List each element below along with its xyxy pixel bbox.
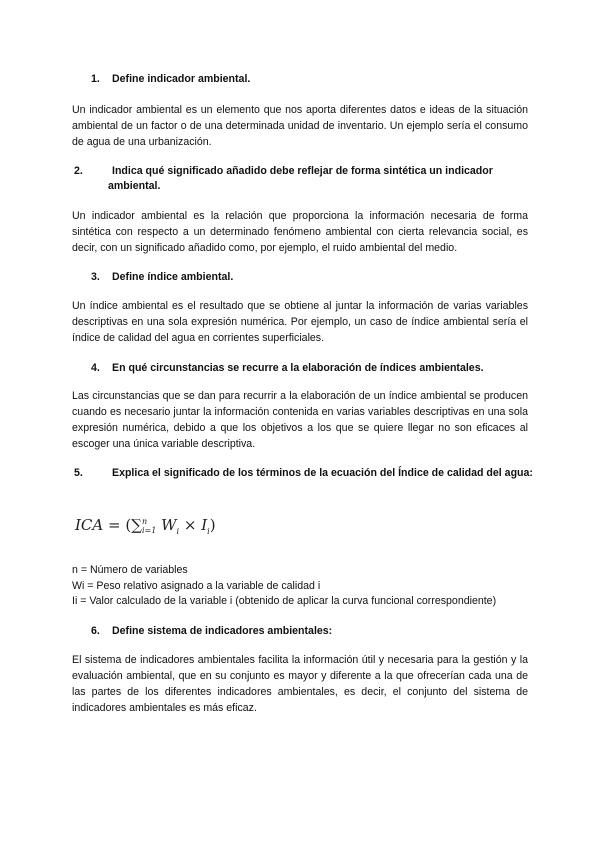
variable-n: n = Número de variables — [72, 564, 188, 576]
ica-formula: ICA = (∑ n i=1 $W_i \times I_i$) — [75, 516, 216, 536]
formula-term-i: I — [201, 516, 208, 534]
question-2-heading — [74, 164, 544, 194]
question-1-title: Define indicador ambiental. — [112, 73, 251, 85]
question-5-number: 5. — [74, 467, 83, 479]
formula-sum-lower: i=1 — [141, 526, 157, 535]
sum-symbol-icon: ∑ — [131, 516, 142, 534]
question-3-title: Define índice ambiental. — [112, 271, 234, 283]
question-1-number: 1. — [91, 73, 100, 85]
question-2-number: 2. — [74, 165, 83, 177]
formula-term-w: W — [161, 516, 177, 534]
question-3-heading — [91, 270, 527, 285]
question-6-heading — [91, 624, 527, 639]
variable-definitions — [72, 563, 496, 610]
formula-equals: = — [108, 516, 121, 534]
answer-2-paragraph: Un indicador ambiental es la relación que proporciona la información necesaria de forma sintética con respecto a un determinado fenómeno ambiental con cierta relevancia social, es decir, con un significado añadido como, por ejemplo, el ruido ambiental del medio. — [72, 210, 528, 254]
formula-sum-upper: n — [141, 517, 148, 526]
variable-ii: Ii = Valor calculado de la variable i (obtenido de aplicar la curva funcional correspondiente) — [72, 595, 497, 607]
question-6-number: 6. — [91, 625, 100, 637]
question-5-title: Explica el significado de los términos de la ecuación del Índice de calidad del agua: — [112, 467, 533, 479]
answer-4-paragraph: Las circunstancias que se dan para recurrir a la elaboración de un índice ambiental se producen cuando es necesario juntar la información contenida en varias variables descriptivas en una sola expresión numérica, debido a que los objetivos a los que se quiere llegar no son eficaces al escoger una única variable descriptiva. — [72, 390, 528, 450]
answer-3-paragraph: Un índice ambiental es el resultado que se obtiene al juntar la información de varias variables descriptivas en una sola expresión numérica. Por ejemplo, un caso de índice ambiental sería el índice de calidad del agua en corrientes superficiales. — [72, 300, 528, 344]
question-3-number: 3. — [91, 271, 100, 283]
question-4-number: 4. — [91, 362, 100, 374]
question-6-title: Define sistema de indicadores ambientales: — [112, 625, 333, 637]
question-2-title: Indica qué significado añadido debe reflejar de forma sintética un indicador ambiental. — [108, 165, 493, 192]
formula-lhs: ICA — [75, 516, 104, 534]
variable-wi: Wi = Peso relativo asignado a la variable de calidad i — [72, 579, 321, 592]
question-5-heading — [74, 466, 544, 481]
formula-times: × — [183, 516, 197, 534]
answer-6-paragraph: El sistema de indicadores ambientales facilita la información útil y necesaria para la gestión y la evaluación ambiental, que en su conjunto es mayor y diferente a la que ofrecerían cada una de las partes de los diferentes indicadores ambientales, es decir, el conjunto del sistema de indicadores ambientales es más eficaz. — [72, 654, 528, 714]
formula-sub-w: i — [176, 527, 180, 536]
formula-sub-i: i — [207, 527, 210, 536]
question-1-heading — [91, 72, 527, 87]
answer-1-paragraph: Un indicador ambiental es un elemento que nos aporta diferentes datos e ideas de la situación ambiental de un factor o de una determinada unidad de inventario. Un ejemplo sería el consumo de agua de una urbanización. — [72, 104, 528, 148]
question-4-heading — [91, 361, 527, 376]
question-4-title: En qué circunstancias se recurre a la elaboración de índices ambientales. — [112, 362, 484, 374]
